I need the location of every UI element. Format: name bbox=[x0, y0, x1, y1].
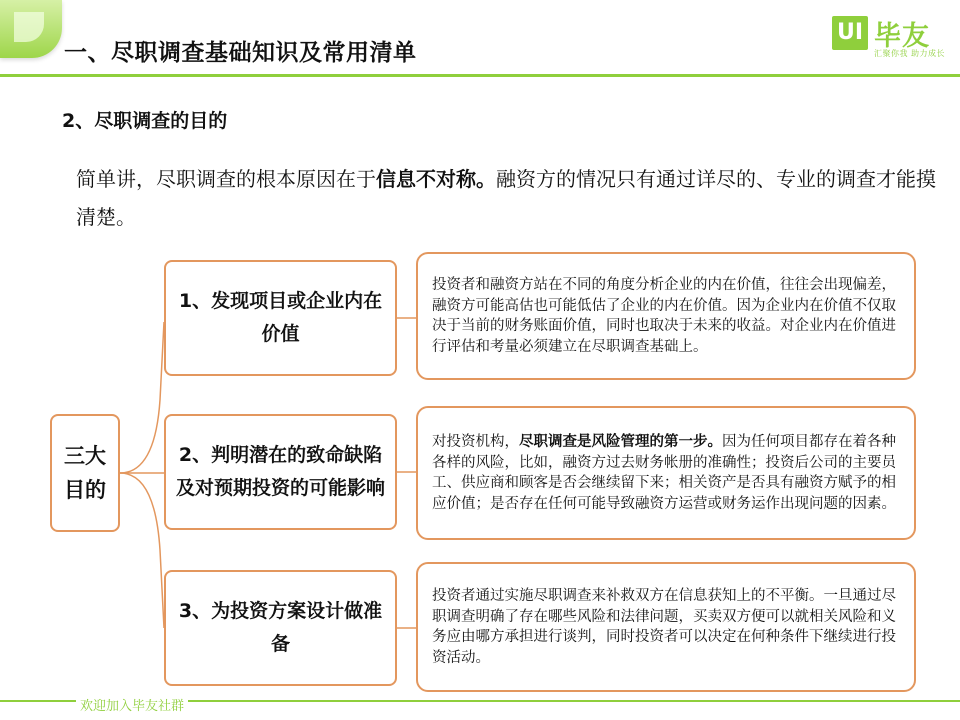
goal-description-1 bbox=[416, 252, 916, 380]
logo-name: 毕友 bbox=[874, 21, 930, 52]
goal-description-2-rest: 因为任何项目都存在着各种各样的风险，比如，融资方过去财务帐册的准确性；投资后公司的主要员工、供应商和顾客是否会继续留下来；相关资产是否具有融资方赋予的相应价值；是否存在任何可能导致融资方运营或财务运作出现问题的因素。 bbox=[432, 434, 896, 512]
goal-label-3: 3、为投资方案设计做准备 bbox=[178, 600, 383, 655]
logo-slogan: 汇聚你我 助力成长 bbox=[874, 49, 946, 58]
connector-root-goal-3 bbox=[120, 473, 164, 628]
goal-description-text-2 bbox=[432, 432, 900, 514]
footer-text: 欢迎加入毕友社群 bbox=[76, 695, 188, 714]
goal-description-2 bbox=[416, 406, 916, 540]
goal-description-text-3: 投资者通过实施尽职调查来补救双方在信息获知上的不平衡。一旦通过尽职调查明确了存在哪些风险和法律问题，买卖双方便可以就相关风险和义务应由哪方承担进行谈判，同时投资者可以决定在何种条件下继续进行投资活动。 bbox=[432, 588, 896, 666]
intro-text-rest: 融资方的情况只有通过详尽的、专业的调查才能摸清楚。 bbox=[76, 167, 936, 229]
intro-emphasis: 信息不对称。 bbox=[376, 167, 496, 191]
root-node-label: 三大目的 bbox=[64, 444, 106, 502]
goal-box-2 bbox=[164, 414, 397, 530]
goal-description-2-intro: 对投资机构， bbox=[432, 434, 519, 450]
goal-description-text-1: 投资者和融资方站在不同的角度分析企业的内在价值，往往会出现偏差，融资方可能高估也可能低估了企业的内在价值。因为企业内在价值不仅取决于当前的财务账面价值，同时也取决于未来的收益。对企业内在价值进行评估和考量必须建立在尽职调查基础上。 bbox=[432, 277, 896, 355]
goal-description-3 bbox=[416, 562, 916, 692]
goal-box-1 bbox=[164, 260, 397, 376]
section-heading: 2、尽职调查的目的 bbox=[62, 110, 228, 132]
goal-label-1: 1、发现项目或企业内在价值 bbox=[178, 290, 383, 345]
root-node bbox=[50, 414, 120, 532]
goal-label-2: 2、判明潜在的致命缺陷及对预期投资的可能影响 bbox=[175, 444, 385, 499]
intro-text: 简单讲，尽职调查的根本原因在于 bbox=[76, 167, 376, 191]
goal-box-3 bbox=[164, 570, 397, 686]
goal-description-2-emphasis: 尽职调查是风险管理的第一步。 bbox=[519, 434, 722, 450]
logo-mark: UI bbox=[832, 16, 868, 50]
page-title: 一、尽职调查基础知识及常用清单 bbox=[64, 40, 417, 66]
connector-root-goal-1 bbox=[120, 322, 164, 473]
